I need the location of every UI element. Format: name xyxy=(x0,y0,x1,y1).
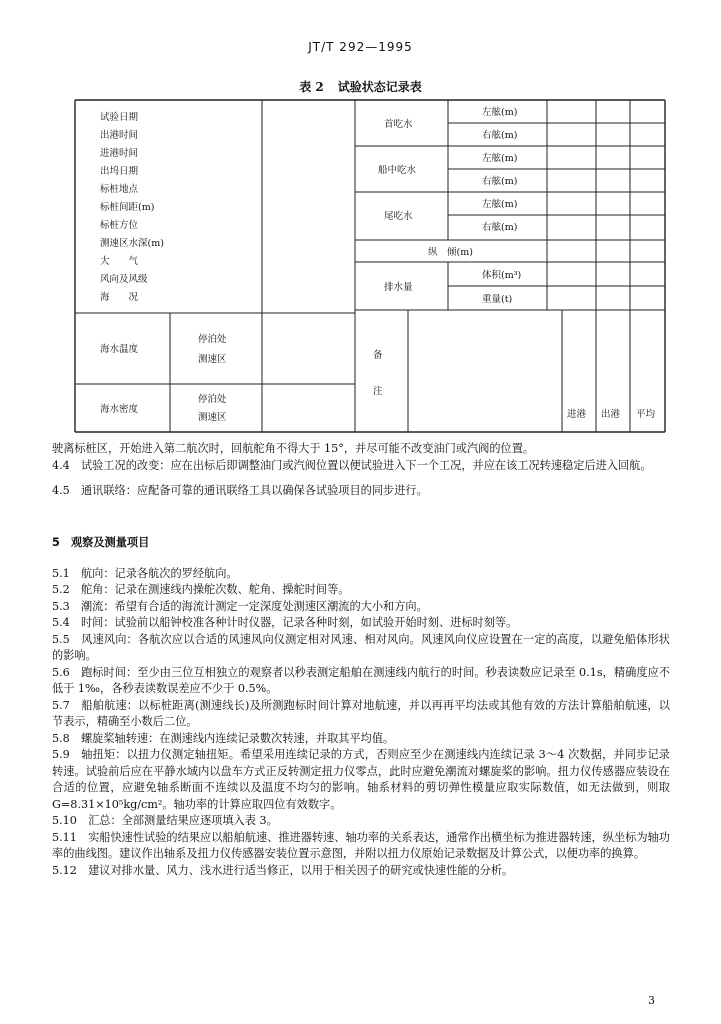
field-departure-time: 出港时间 xyxy=(100,130,139,141)
field-atmosphere: 大 气 xyxy=(100,256,139,267)
remarks-label-2: 注 xyxy=(373,386,383,397)
para-5-7: 5.7 船舶航速：以标桩距离(测速线长)及所测跑标时间计算对地航速，并以再再平均法或其他有效的方法计算船舶航速，以节表示，精确至小数后二位。 xyxy=(52,698,670,728)
stern-draft-label: 尾吃水 xyxy=(384,211,413,222)
stern-port-label: 左舷(m) xyxy=(482,199,518,210)
field-water-depth: 测速区水深(m) xyxy=(100,238,164,249)
bow-draft-label: 首吃水 xyxy=(384,119,413,130)
sea-density-speed-label: 测速区 xyxy=(198,412,227,423)
section-5-heading: 5 观察及测量项目 xyxy=(52,536,150,549)
para-5-2: 5.2 舵角：记录在测速线内操舵次数、舵角、操舵时间等。 xyxy=(52,583,350,596)
table-caption-title: 试验状态记录表 xyxy=(337,80,422,94)
table-caption-number: 表 2 xyxy=(299,80,324,94)
sea-density-anchor-label: 停泊处 xyxy=(198,394,227,405)
field-mile-post-bearing: 标桩方位 xyxy=(100,220,139,231)
field-mile-post-location: 标桩地点 xyxy=(100,184,139,195)
weight-label: 重量(t) xyxy=(482,294,513,305)
volume-label: 体积(m³) xyxy=(482,270,522,281)
col-out-label: 出港 xyxy=(601,409,621,420)
sea-temp-anchor-label: 停泊处 xyxy=(198,334,227,345)
para-5-9: 5.9 轴扭矩：以扭力仪测定轴扭矩。希望采用连续记录的方式，否则应至少在测速线内连续记录 3～4 次数据，并同步记录转速。试验前后应在平静水域内以盘车方式正反转测定扭力仪零点，此时应避免潮流对螺旋桨的影响。扭力仪传感器应装设在合适的位置，应避免轴系断面不连续以及温度不均匀的影响。轴系材料的剪切弹性模量应取实际数值，如无法做到，则取 G=8.31×10⁵kg/cm²。轴功率的计算应取四位有效数字。 xyxy=(52,748,670,811)
trim-label: 纵 倾(m) xyxy=(428,247,473,258)
mid-draft-label: 船中吃水 xyxy=(378,165,417,176)
para-5-5: 5.5 风速风向：各航次应以合适的风速风向仪测定相对风速、相对风向。风速风向仪应设置在一定的高度，以避免船体形状的影响。 xyxy=(52,632,670,662)
para-5-1: 5.1 航向：记录各航次的罗经航向。 xyxy=(52,566,238,580)
bow-stbd-label: 右舷(m) xyxy=(482,130,518,141)
stern-stbd-label: 右舷(m) xyxy=(482,222,518,233)
field-mile-post-spacing: 标桩间距(m) xyxy=(100,202,155,213)
field-sea-state: 海 况 xyxy=(100,292,139,303)
col-in-label: 进港 xyxy=(567,409,587,420)
para-5-6: 5.6 跑标时间：至少由三位互相独立的观察者以秒表测定船舶在测速线内航行的时间。秒表读数应记录至 0.1s，精确度应不低于 1‰，各秒表读数误差应不少于 0.5%。 xyxy=(52,665,670,695)
field-return-time: 进港时间 xyxy=(100,148,139,159)
col-avg-label: 平均 xyxy=(636,409,656,420)
page-number: 3 xyxy=(648,994,655,1007)
sea-temp-label: 海水温度 xyxy=(100,344,139,355)
state-record-table xyxy=(0,0,721,440)
para-5-8: 5.8 螺旋桨轴转速：在测速线内连续记录數次转速，并取其平均值。 xyxy=(52,731,395,745)
para-5-12: 5.12 建议对排水量、风力、浅水进行适当修正，以用于相关因子的研究或快速性能的分析。 xyxy=(52,863,514,877)
field-undock-date: 出坞日期 xyxy=(100,166,139,177)
para-5-3: 5.3 潮流：希望有合适的海流计测定一定深度处测速区潮流的大小和方向。 xyxy=(52,599,428,613)
sea-density-label: 海水密度 xyxy=(100,404,139,415)
field-wind: 风向及风级 xyxy=(100,274,148,285)
field-test-date: 试验日期 xyxy=(100,112,139,123)
bow-port-label: 左舷(m) xyxy=(482,107,518,118)
para-5-4: 5.4 时间：试验前以船钟校准各种计时仪器，记录各种时刻，如试验开始时刻、进标时刻等。 xyxy=(52,616,518,629)
mid-stbd-label: 右舷(m) xyxy=(482,176,518,187)
section-5 xyxy=(52,535,670,879)
para-4-5: 4.5 通讯联络：应配备可靠的通讯联络工具以确保各试验项目的同步进行。 xyxy=(52,484,428,497)
para-5-11: 5.11 实船快速性试验的结果应以船舶航速、推进器转速、轴功率的关系表达，通常作出横坐标为推进器转速，纵坐标为轴功率的曲线图。建议作出轴系及扭力仪传感器安装位置示意图，并附以扭力仪原始记录数据及计算公式，以便功率的换算。 xyxy=(52,830,670,860)
displacement-label: 排水量 xyxy=(384,282,413,293)
para-5-10: 5.10 汇总：全部测量结果应逐项填入表 3。 xyxy=(52,814,278,827)
para-4-3-continued: 驶离标桩区，开始进入第二航次时，回航舵角不得大于 15°，并尽可能不改变油门或汽阀的位置。 xyxy=(52,442,535,455)
remarks-label-1: 备 xyxy=(373,350,383,361)
sea-temp-speed-label: 测速区 xyxy=(198,354,227,365)
section-4-continued xyxy=(52,441,670,500)
para-4-4: 4.4 试验工况的改变：应在出标后即调整油门或汽阀位置以便试验进入下一个工况，并应在该工况转速稳定后进入回航。 xyxy=(52,458,652,472)
page-header: JT/T 292—1995 xyxy=(308,40,413,54)
mid-port-label: 左舷(m) xyxy=(482,153,518,164)
